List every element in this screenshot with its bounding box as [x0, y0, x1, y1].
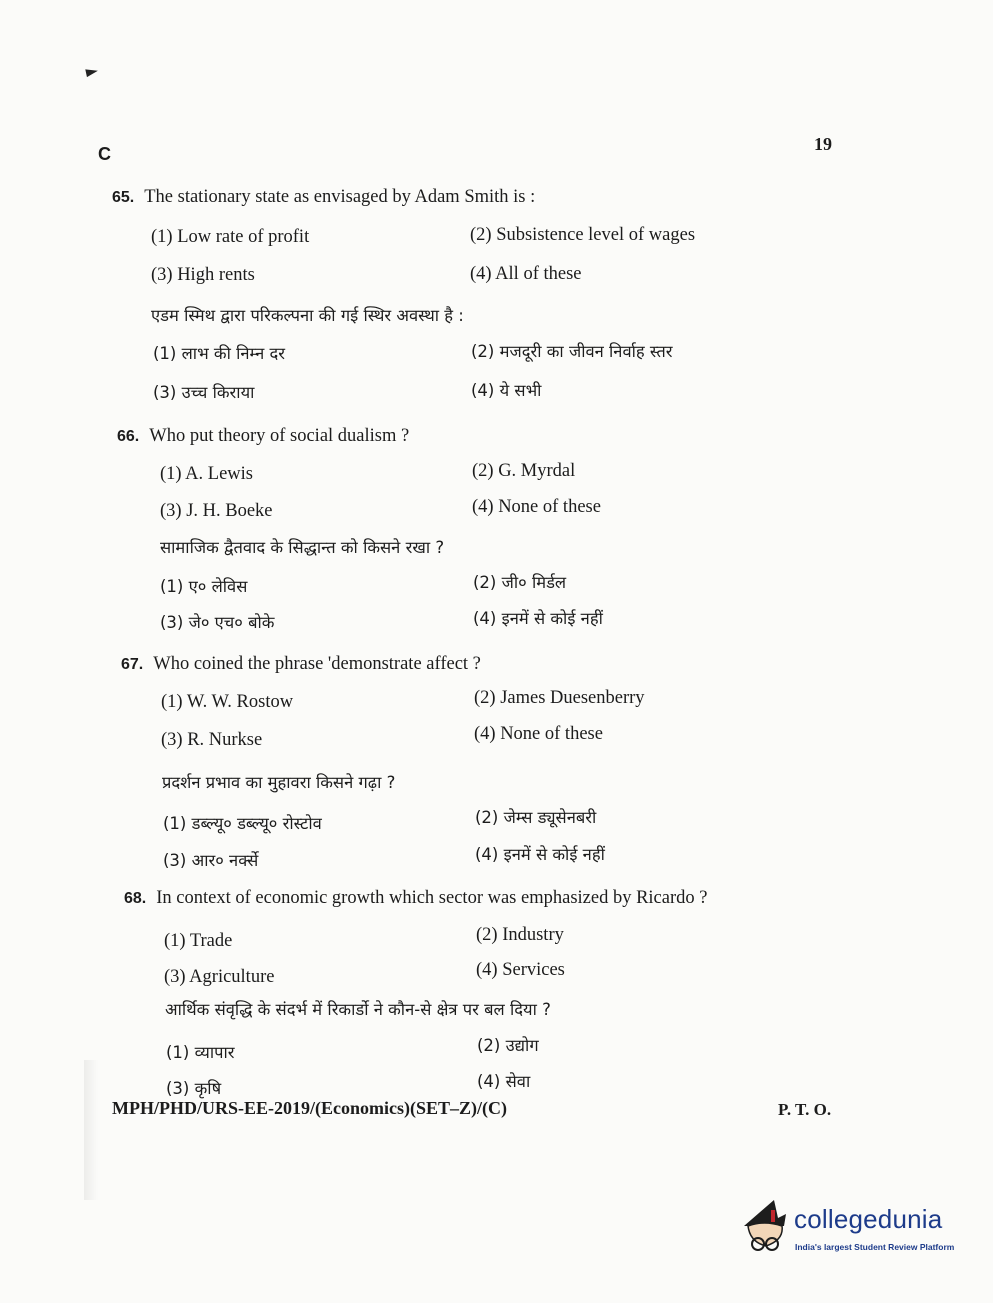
brand-name: collegedunia	[794, 1204, 943, 1234]
hindi-option-1: (1) व्यापार	[166, 1043, 235, 1062]
question-number: 67.	[121, 656, 144, 673]
question-text: Who put theory of social dualism ?	[149, 426, 410, 446]
set-letter: C	[98, 144, 111, 164]
option-2: (2) G. Myrdal	[472, 461, 576, 481]
option-2: (2) Industry	[476, 925, 564, 945]
option-4: (4) None of these	[474, 724, 603, 744]
option-4: (4) All of these	[470, 264, 582, 284]
page-number: 19	[814, 134, 832, 154]
question-67	[121, 654, 481, 675]
option-1: (1) W. W. Rostow	[161, 692, 294, 712]
hindi-option-1: (1) डब्ल्यू० डब्ल्यू० रोस्टोव	[163, 814, 322, 833]
option-1: (1) Trade	[164, 931, 233, 951]
paper-code: MPH/PHD/URS-EE-2019/(Economics)(SET–Z)/(C)	[112, 1098, 507, 1118]
question-hindi-text: सामाजिक द्वैतवाद के सिद्धान्त को किसने रखा ?	[160, 538, 445, 557]
question-66	[117, 426, 409, 447]
hindi-option-2: (2) मजदूरी का जीवन निर्वाह स्तर	[471, 342, 673, 361]
question-number: 65.	[112, 189, 135, 206]
question-68	[124, 888, 707, 909]
mascot-logo-icon	[734, 1196, 794, 1260]
hindi-option-2: (2) उद्योग	[477, 1036, 539, 1055]
hindi-option-1: (1) लाभ की निम्न दर	[153, 344, 286, 363]
question-text: In context of economic growth which sector was emphasized by Ricardo ?	[156, 888, 708, 908]
option-3: (3) J. H. Boeke	[160, 501, 273, 521]
option-1: (1) Low rate of profit	[151, 227, 310, 247]
option-1: (1) A. Lewis	[160, 464, 253, 484]
question-number: 66.	[117, 428, 140, 445]
option-3: (3) High rents	[151, 265, 255, 285]
question-65	[112, 187, 535, 208]
hindi-option-3: (3) उच्च किराया	[153, 383, 255, 402]
hindi-option-2: (2) जी० मिर्डल	[473, 573, 567, 592]
question-text: The stationary state as envisaged by Adam Smith is :	[144, 187, 536, 207]
hindi-option-3: (3) जे० एच० बोके	[160, 613, 275, 632]
hindi-option-4: (4) इनमें से कोई नहीं	[473, 609, 603, 628]
collegedunia-watermark	[734, 1196, 964, 1260]
hindi-option-2: (2) जेम्स ड्यूसेनबरी	[475, 808, 597, 827]
option-2: (2) James Duesenberry	[474, 688, 645, 708]
scan-shadow	[84, 1060, 98, 1200]
hindi-option-1: (1) ए० लेविस	[160, 577, 248, 596]
question-text: Who coined the phrase 'demonstrate affect ?	[153, 654, 481, 674]
brand-tagline: India's largest Student Review Platform	[795, 1242, 955, 1252]
hindi-option-4: (4) सेवा	[477, 1072, 531, 1091]
question-number: 68.	[124, 890, 147, 907]
option-4: (4) None of these	[472, 497, 601, 517]
question-hindi-text: प्रदर्शन प्रभाव का मुहावरा किसने गढ़ा ?	[162, 773, 396, 792]
option-4: (4) Services	[476, 960, 565, 980]
option-3: (3) R. Nurkse	[161, 730, 263, 750]
hindi-option-4: (4) इनमें से कोई नहीं	[475, 845, 605, 864]
question-hindi-text: आर्थिक संवृद्धि के संदर्भ में रिकार्डो ने कौन-से क्षेत्र पर बल दिया ?	[165, 1000, 551, 1019]
pto-label: P. T. O.	[778, 1100, 832, 1119]
hindi-option-4: (4) ये सभी	[471, 381, 542, 400]
option-2: (2) Subsistence level of wages	[470, 225, 696, 245]
corner-mark-icon	[85, 67, 98, 77]
question-hindi-text: एडम स्मिथ द्वारा परिकल्पना की गई स्थिर अवस्था है :	[151, 306, 464, 325]
hindi-option-3: (3) कृषि	[166, 1079, 222, 1098]
hindi-option-3: (3) आर० नर्क्से	[163, 851, 259, 870]
option-3: (3) Agriculture	[164, 967, 275, 987]
